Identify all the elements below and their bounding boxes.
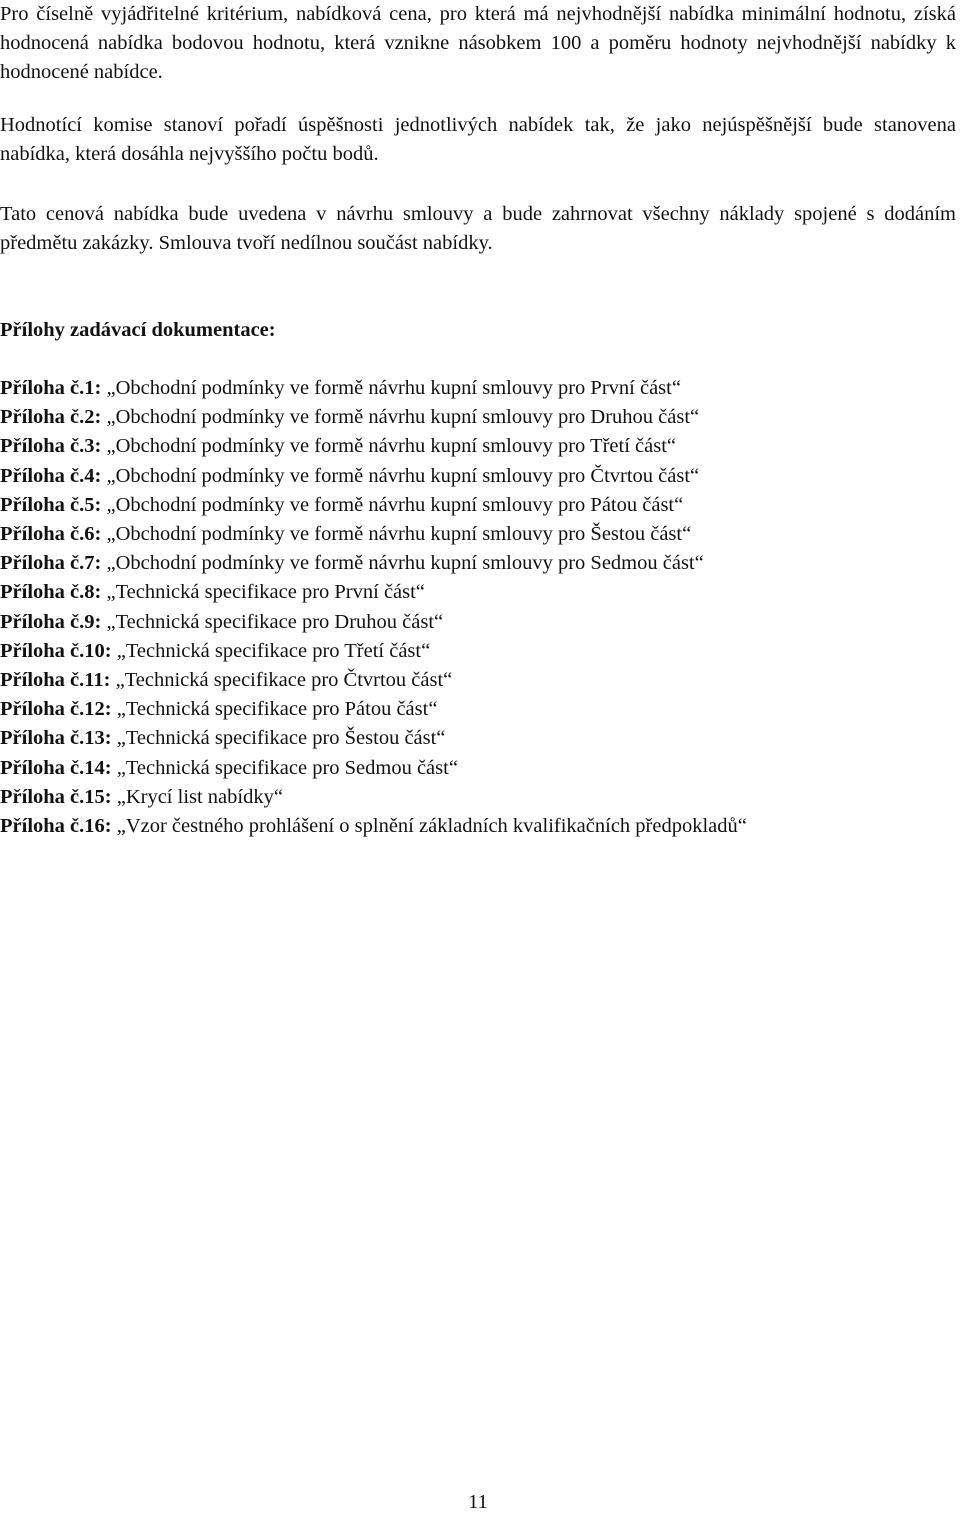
annex-title: „Obchodní podmínky ve formě návrhu kupní smlouvy pro Třetí část“	[101, 435, 676, 458]
annex-label: Příloha č.16:	[0, 815, 112, 838]
annex-item	[0, 374, 747, 403]
paragraph-price-criterion: Pro číselně vyjádřitelné kritérium, nabídková cena, pro která má nejvhodnější nabídka minimální hodnotu, získá hodnocená nabídka bodovou hodnotu, která vznikne násobkem 100 a poměru hodnoty nejvhodnější nabídky k hodnocené nabídce.	[0, 3, 956, 83]
annex-label: Příloha č.2:	[0, 406, 102, 429]
annex-title: „Obchodní podmínky ve formě návrhu kupní smlouvy pro Sedmou část“	[101, 552, 704, 575]
annex-title: „Obchodní podmínky ve formě návrhu kupní smlouvy pro Čtvrtou část“	[101, 464, 700, 487]
annex-label: Příloha č.9:	[0, 610, 102, 633]
paragraph-ranking: Hodnotící komise stanoví pořadí úspěšnosti jednotlivých nabídek tak, že jako nejúspěšnější bude stanovena nabídka, která dosáhla nejvyššího počtu bodů.	[0, 114, 956, 165]
annex-title: „Obchodní podmínky ve formě návrhu kupní smlouvy pro Pátou část“	[101, 493, 684, 516]
annex-item	[0, 666, 747, 695]
annex-item	[0, 724, 747, 753]
annex-item	[0, 608, 747, 637]
annex-item	[0, 637, 747, 666]
paragraph-contract-price: Tato cenová nabídka bude uvedena v návrhu smlouvy a bude zahrnovat všechny náklady spojené s dodáním předmětu zakázky. Smlouva tvoří nedílnou součást nabídky.	[0, 203, 956, 254]
annex-title: „Technická specifikace pro Čtvrtou část“	[110, 669, 453, 692]
annex-item	[0, 520, 747, 549]
annex-label: Příloha č.15:	[0, 785, 112, 808]
annex-item	[0, 578, 747, 607]
annexes-heading: Přílohy zadávací dokumentace:	[0, 319, 276, 341]
page-number: 11	[468, 1491, 488, 1513]
annex-item	[0, 549, 747, 578]
annex-label: Příloha č.12:	[0, 698, 112, 721]
annex-item	[0, 432, 747, 461]
annex-label: Příloha č.13:	[0, 727, 112, 750]
annex-label: Příloha č.10:	[0, 639, 112, 662]
annex-item	[0, 812, 747, 841]
annex-title: „Technická specifikace pro První část“	[101, 581, 425, 604]
annex-label: Příloha č.1:	[0, 377, 102, 399]
annex-label: Příloha č.3:	[0, 435, 102, 458]
annex-item	[0, 403, 747, 432]
annex-label: Příloha č.14:	[0, 756, 112, 779]
annex-item	[0, 783, 747, 812]
annex-title: „Obchodní podmínky ve formě návrhu kupní smlouvy pro První část“	[101, 377, 681, 399]
annex-item	[0, 491, 747, 520]
annex-item	[0, 695, 747, 724]
annex-title: „Vzor čestného prohlášení o splnění základních kvalifikačních předpokladů“	[111, 815, 747, 838]
annex-label: Příloha č.6:	[0, 523, 102, 546]
annex-title: „Technická specifikace pro Třetí část“	[111, 639, 431, 662]
annex-label: Příloha č.5:	[0, 493, 102, 516]
annex-label: Příloha č.11:	[0, 669, 111, 692]
annex-title: „Obchodní podmínky ve formě návrhu kupní smlouvy pro Druhou část“	[101, 406, 700, 429]
annex-title: „Krycí list nabídky“	[111, 785, 283, 808]
annex-label: Příloha č.8:	[0, 581, 102, 604]
annex-label: Příloha č.7:	[0, 552, 102, 575]
annex-title: „Technická specifikace pro Sedmou část“	[111, 756, 458, 779]
annex-title: „Technická specifikace pro Druhou část“	[101, 610, 444, 633]
annex-label: Příloha č.4:	[0, 464, 102, 487]
annex-list	[0, 374, 747, 841]
annex-title: „Technická specifikace pro Šestou část“	[111, 727, 446, 750]
annex-item	[0, 754, 747, 783]
annex-item	[0, 462, 747, 491]
annex-title: „Technická specifikace pro Pátou část“	[111, 698, 438, 721]
annex-title: „Obchodní podmínky ve formě návrhu kupní smlouvy pro Šestou část“	[101, 523, 692, 546]
